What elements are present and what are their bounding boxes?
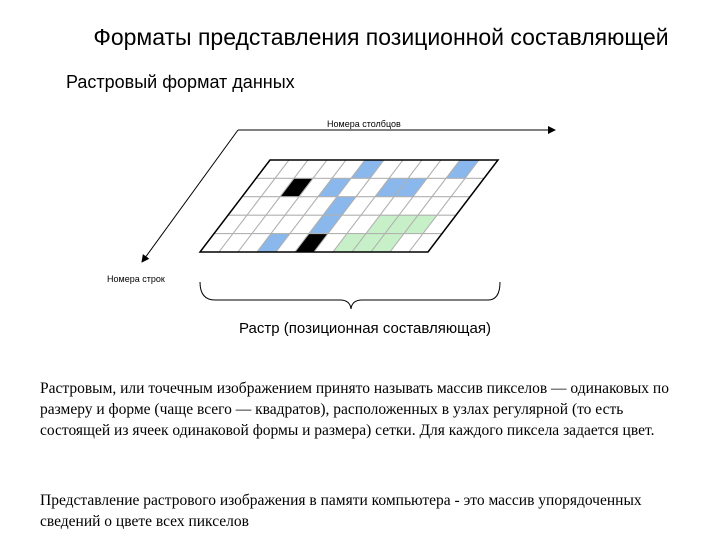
slide-subtitle: Растровый формат данных	[66, 72, 295, 92]
raster-brace	[200, 282, 500, 309]
raster-grid	[200, 160, 498, 252]
slide-title: Форматы представления позиционной составляющей	[93, 24, 669, 50]
column-axis-label: Номера столбцов	[327, 119, 401, 129]
row-axis-label: Номера строк	[107, 274, 165, 284]
memory-paragraph: Представление растрового изображения в памяти компьютера - это массив упорядоченных сведений о цвете всех пикселов	[40, 492, 642, 530]
definition-paragraph: Растровым, или точечным изображением принято называть массив пикселов — одинаковых по размеру и форме (чаще всего — квадратов), расположенных в узлах регулярной (то есть состоящей из ячеек одинаковой формы и размера) сетки. Для каждого пиксела задается цвет.	[40, 380, 669, 439]
raster-caption: Растр (позиционная составляющая)	[239, 320, 491, 337]
